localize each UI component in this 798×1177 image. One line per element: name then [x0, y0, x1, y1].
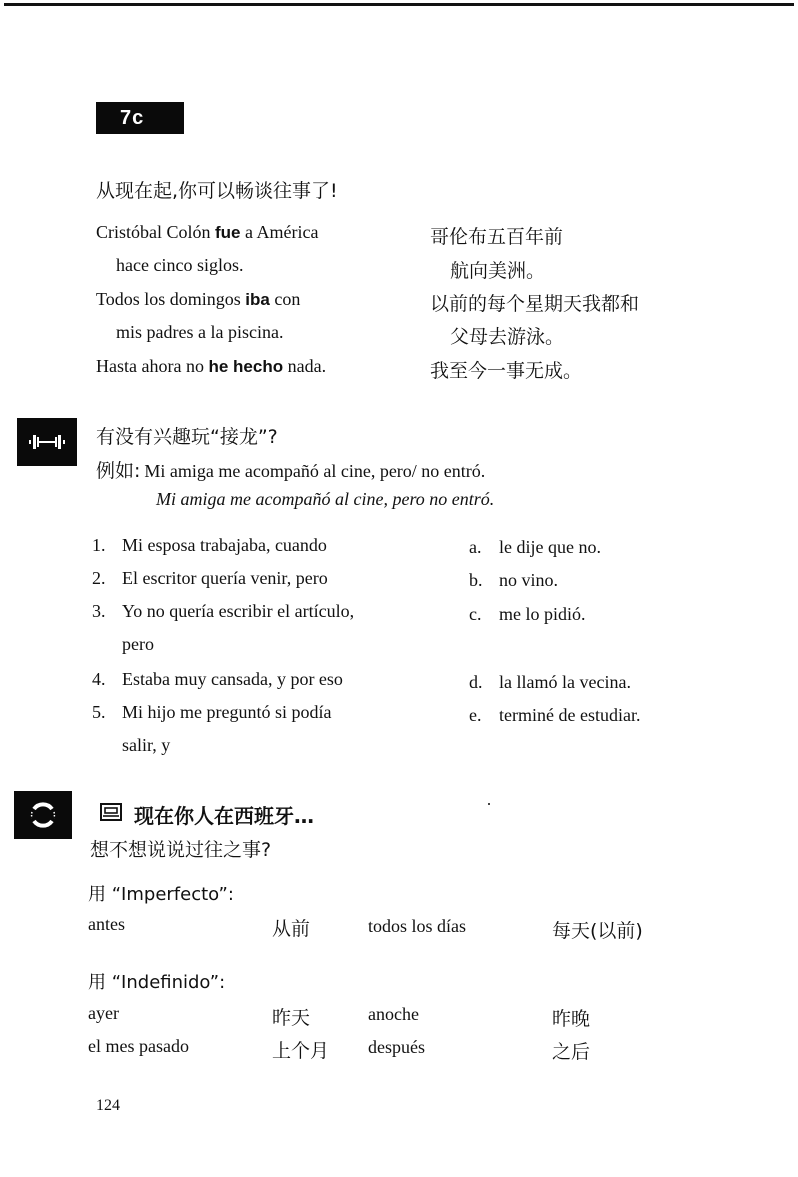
vocab-cn: 上个月: [272, 1040, 330, 1062]
list-item: 2. El escritor quería venir, pero: [92, 568, 328, 588]
list-item: e. terminé de estudiar.: [469, 705, 641, 725]
example-2-es-line1: Todos los domingos iba con: [96, 289, 301, 309]
section-badge: 7c: [96, 102, 184, 134]
example-answer: Mi amiga me acompañó al cine, pero no entró.: [156, 489, 495, 509]
example-2-es-line2: mis padres a la piscina.: [116, 322, 284, 342]
example-2-cn-line2: 父母去游泳。: [450, 326, 565, 348]
vocab-es: después: [368, 1037, 425, 1057]
vocab-es: ayer: [88, 1003, 119, 1023]
vocab-cn: 每天(以前): [552, 920, 643, 942]
example-1-es-line1: Cristóbal Colón fue a América: [96, 222, 319, 242]
example-1-es-line2: hace cinco siglos.: [116, 255, 244, 275]
example-2-cn-line1: 以前的每个星期天我都和: [430, 293, 640, 315]
list-item: a. le dije que no.: [469, 537, 601, 557]
example-prompt: Mi amiga me acompañó al cine, pero/ no entró.: [144, 461, 486, 481]
intro-heading: 从现在起,你可以畅谈往事了!: [96, 180, 338, 202]
list-item: 4. Estaba muy cansada, y por eso: [92, 669, 343, 689]
vocab-cn: 昨天: [272, 1007, 311, 1029]
vocab-cn: 从前: [272, 918, 311, 940]
top-rule: [4, 3, 794, 6]
list-item-continuation: pero: [122, 634, 154, 654]
vocab-es: todos los días: [368, 916, 467, 936]
example-3-es-line1: Hasta ahora no he hecho nada.: [96, 356, 327, 376]
dumbbell-icon: [17, 418, 77, 466]
spain-section-heading: [100, 800, 314, 829]
indefinido-label: 用 “Indefinido”:: [88, 972, 226, 993]
imperfecto-label: 用 “Imperfecto”:: [88, 884, 234, 905]
spain-section-subtitle: 想不想说说过往之事?: [90, 839, 272, 861]
vocab-cn: 昨晚: [552, 1008, 591, 1030]
example-1-cn-line1: 哥伦布五百年前: [430, 226, 564, 248]
list-item: b. no vino.: [469, 570, 559, 590]
list-item: d. la llamó la vecina.: [469, 672, 631, 692]
list-item: 3. Yo no quería escribir el artículo,: [92, 601, 355, 621]
cassette-tape-icon: [100, 803, 122, 826]
print-speck: [488, 803, 490, 805]
example-1-cn-line2: 航向美洲。: [450, 260, 546, 282]
list-item: c. me lo pidió.: [469, 604, 586, 624]
spain-section-title: 现在你人在西班牙…: [134, 804, 314, 828]
page-number: 124: [96, 1097, 120, 1114]
vocab-es: anoche: [368, 1004, 419, 1024]
list-item: 5. Mi hijo me preguntó si podía: [92, 702, 332, 722]
list-item: 1. Mi esposa trabajaba, cuando: [92, 535, 327, 555]
exercise-title: 有没有兴趣玩“接龙”?: [96, 426, 278, 448]
circular-arrows-icon: [14, 791, 72, 839]
example-3-cn-line1: 我至今一事无成。: [430, 360, 583, 382]
example-label: 例如:: [96, 460, 141, 482]
list-item-continuation: salir, y: [122, 735, 171, 755]
vocab-es: el mes pasado: [88, 1036, 189, 1056]
vocab-cn: 之后: [552, 1041, 591, 1063]
exercise-example-prompt-line: [96, 456, 485, 483]
vocab-es: antes: [88, 914, 125, 934]
